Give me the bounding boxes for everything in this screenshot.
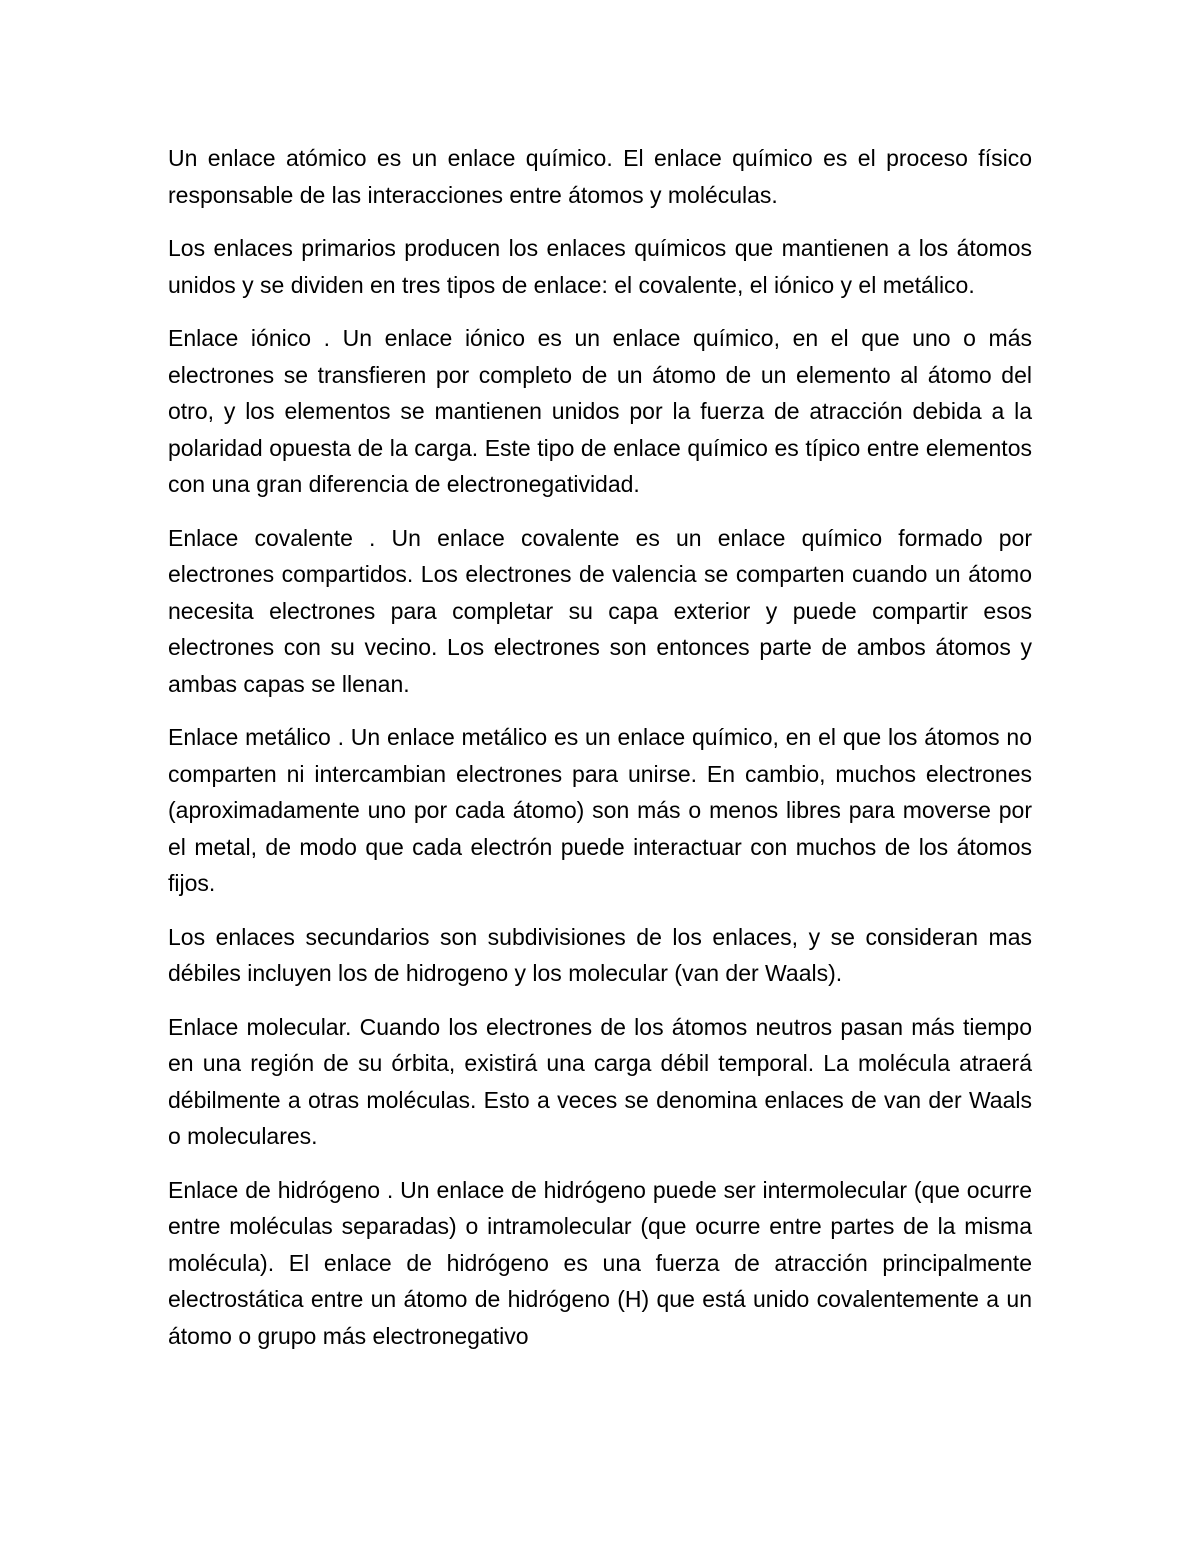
paragraph-molecular-bond: Enlace molecular. Cuando los electrones de los átomos neutros pasan más tiempo en una región de su órbita, existirá una carga débil temporal. La molécula atraerá débilmente a otras moléculas. Esto a veces se denomina enlaces de van der Waals o moleculares. — [168, 1013, 1032, 1149]
paragraph-atomic-bond-definition: Un enlace atómico es un enlace químico. El enlace químico es el proceso físico responsable de las interacciones entre átomos y moléculas. — [168, 145, 1032, 208]
paragraph-covalent-bond: Enlace covalente . Un enlace covalente es un enlace químico formado por electrones compartidos. Los electrones de valencia se comparten cuando un átomo necesita electrones para completar su capa exterior y puede compartir esos electrones con su vecino. Los electrones son entonces parte de ambos átomos y ambas capas se llenan. — [168, 524, 1032, 697]
paragraph-secondary-bonds: Los enlaces secundarios son subdivisiones de los enlaces, y se consideran mas débiles incluyen los de hidrogeno y los molecular (van der Waals). — [168, 923, 1032, 986]
paragraph-metallic-bond: Enlace metálico . Un enlace metálico es un enlace químico, en el que los átomos no comparten ni intercambian electrones para unirse. En cambio, muchos electrones (aproximadamente uno por cada átomo) son más o menos libres para moverse por el metal, de modo que cada electrón puede interactuar con muchos de los átomos fijos. — [168, 724, 1032, 896]
paragraph-primary-bonds: Los enlaces primarios producen los enlaces químicos que mantienen a los átomos unidos y se dividen en tres tipos de enlace: el covalente, el iónico y el metálico. — [168, 235, 1032, 298]
paragraph-hydrogen-bond: Enlace de hidrógeno . Un enlace de hidrógeno puede ser intermolecular (que ocurre entre moléculas separadas) o intramolecular (que ocurre entre partes de la misma molécula). El enlace de hidrógeno es una fuerza de atracción principalmente electrostática entre un átomo de hidrógeno (H) que está unido covalentemente a un átomo o grupo más electronegativo — [168, 1176, 1032, 1349]
document-body — [168, 140, 1032, 1371]
paragraph-ionic-bond: Enlace iónico . Un enlace iónico es un enlace químico, en el que uno o más electrones se transfieren por completo de un átomo de un elemento al átomo del otro, y los elementos se mantienen unidos por la fuerza de atracción debida a la polaridad opuesta de la carga. Este tipo de enlace químico es típico entre elementos con una gran diferencia de electronegatividad. — [168, 325, 1032, 497]
